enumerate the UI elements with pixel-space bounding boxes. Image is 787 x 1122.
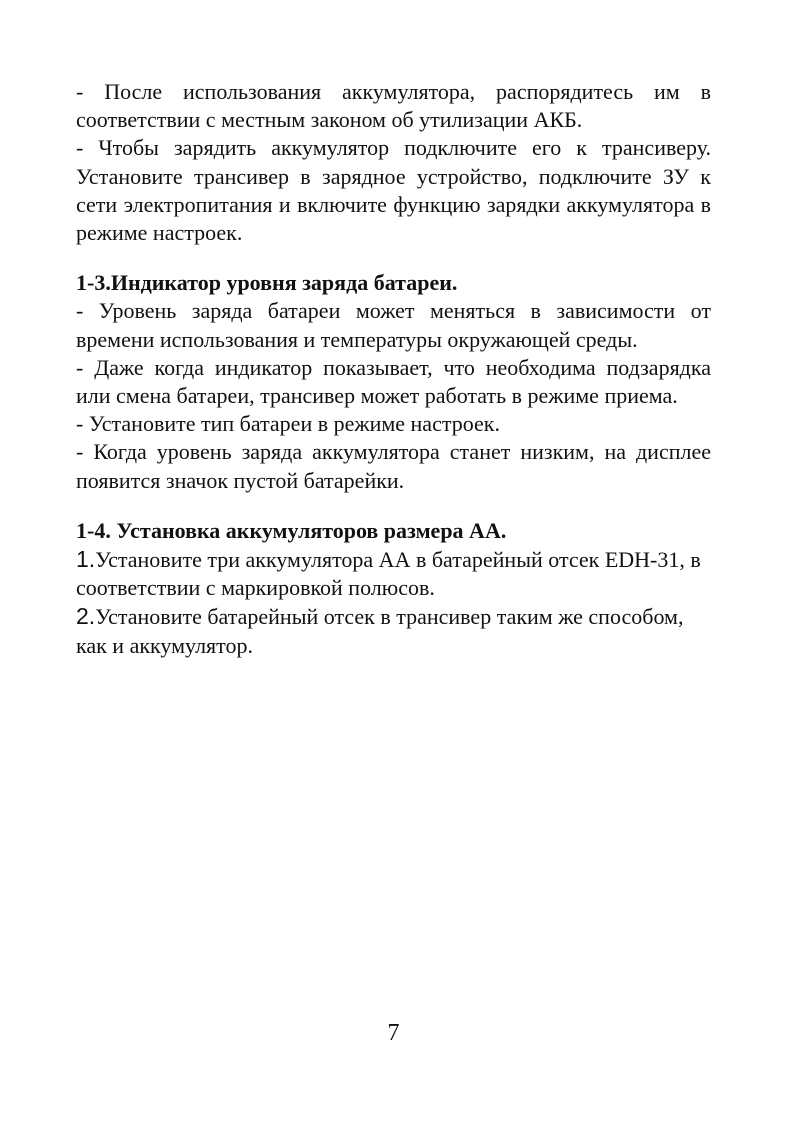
list-item-number: 2. [76,603,96,630]
paragraph-battery-type: - Установите тип батареи в режиме настроек. [76,411,500,437]
list-item-number: 1. [76,546,96,573]
list-item [76,545,711,602]
paragraph-receive-mode: - Даже когда индикатор показывает, что необходима подзарядка или смена батареи, трансивер может работать в режиме приема. [76,354,711,409]
page-number: 7 [387,1020,400,1046]
paragraph-level-varies: - Уровень заряда батареи может меняться в зависимости от времени использования и температуры окружающей среды. [76,298,711,352]
document-page [76,78,711,660]
section-spacer [76,495,711,517]
section-spacer [76,247,711,269]
list-item-text: Установите батарейный отсек в трансивер таким же способом, как и аккумулятор. [76,604,684,658]
paragraph-battery-charging: - Чтобы зарядить аккумулятор подключите его к трансиверу. Установите трансивер в зарядное устройство, подключите ЗУ к сети электропитания и включите функцию зарядки аккумулятора в режиме настроек. [76,135,711,246]
paragraph-battery-disposal: - После использования аккумулятора, распорядитесь им в соответствии с местным законом об утилизации АКБ. [76,79,711,133]
list-item-text: Установите три аккумулятора АА в батарейный отсек EDH-31, в соответствии с маркировкой полюсов. [76,547,701,601]
heading-battery-level-indicator: 1-3.Индикатор уровня заряда батареи. [76,270,458,296]
list-item [76,602,711,659]
heading-aa-installation: 1-4. Установка аккумуляторов размера АА. [76,517,507,543]
paragraph-empty-battery-icon: - Когда уровень заряда аккумулятора станет низким, на дисплее появится значок пустой батарейки. [76,439,711,493]
